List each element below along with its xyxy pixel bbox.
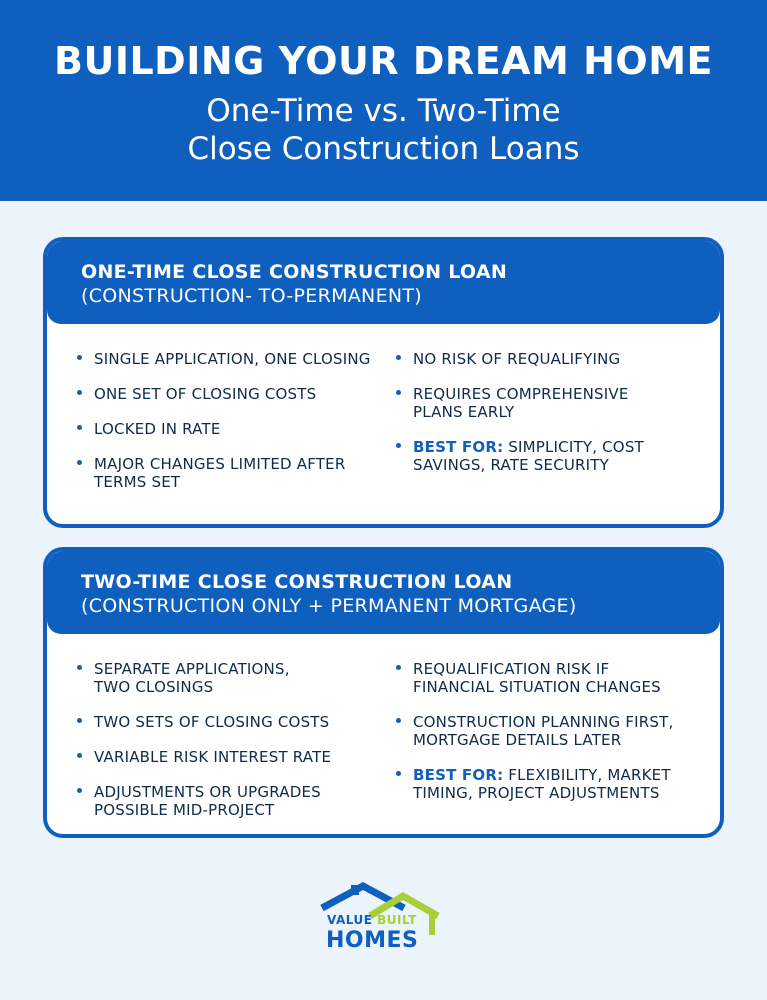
card-title: TWO-TIME CLOSE CONSTRUCTION LOAN (81, 571, 513, 593)
card-title: ONE-TIME CLOSE CONSTRUCTION LOAN (81, 261, 508, 283)
list-item: REQUIRES COMPREHENSIVE PLANS EARLY (396, 385, 666, 421)
list-item: SINGLE APPLICATION, ONE CLOSING (77, 350, 387, 368)
list-item: SEPARATE APPLICATIONS, TWO CLOSINGS (77, 660, 317, 696)
logo-word-homes: HOMES (326, 928, 419, 953)
best-for-item (396, 766, 686, 802)
subtitle-line-1: One-Time vs. Two-Time (206, 93, 561, 129)
right-column (396, 660, 696, 819)
logo-word-built: BUILT (377, 913, 417, 927)
one-time-close-card (43, 237, 724, 528)
list-item: VARIABLE RISK INTEREST RATE (77, 748, 387, 766)
best-for-text: FLEXIBILITY, MARKET TIMING, PROJECT ADJUSTMENTS (413, 766, 671, 802)
list-item: CONSTRUCTION PLANNING FIRST, MORTGAGE DETAILS LATER (396, 713, 696, 749)
subtitle-line-2: Close Construction Loans (187, 131, 580, 167)
list-item: REQUALIFICATION RISK IF FINANCIAL SITUATION CHANGES (396, 660, 686, 696)
card-subtitle: (CONSTRUCTION ONLY + PERMANENT MORTGAGE) (81, 595, 577, 617)
page-title: BUILDING YOUR DREAM HOME (54, 39, 713, 83)
best-for-label: BEST FOR: (413, 766, 504, 784)
best-for-item (396, 438, 646, 474)
card-header (47, 241, 720, 324)
list-item: MAJOR CHANGES LIMITED AFTER TERMS SET (77, 455, 362, 491)
header-banner (0, 0, 767, 201)
list-item: NO RISK OF REQUALIFYING (396, 350, 696, 368)
list-item: TWO SETS OF CLOSING COSTS (77, 713, 387, 731)
left-column (77, 660, 387, 836)
two-time-close-card (43, 547, 724, 838)
list-item: ADJUSTMENTS OR UPGRADES POSSIBLE MID-PROJECT (77, 783, 347, 819)
card-subtitle: (CONSTRUCTION- TO-PERMANENT) (81, 285, 423, 307)
best-for-label: BEST FOR: (413, 438, 504, 456)
card-header (47, 551, 720, 634)
right-column (396, 350, 696, 491)
list-item: LOCKED IN RATE (77, 420, 387, 438)
page-subtitle (0, 92, 767, 168)
best-for-text: SIMPLICITY, COST SAVINGS, RATE SECURITY (413, 438, 644, 474)
list-item: ONE SET OF CLOSING COSTS (77, 385, 387, 403)
logo-text-top (327, 913, 417, 927)
left-column (77, 350, 387, 508)
value-built-homes-logo (320, 880, 445, 960)
logo-word-value: VALUE (327, 913, 373, 927)
